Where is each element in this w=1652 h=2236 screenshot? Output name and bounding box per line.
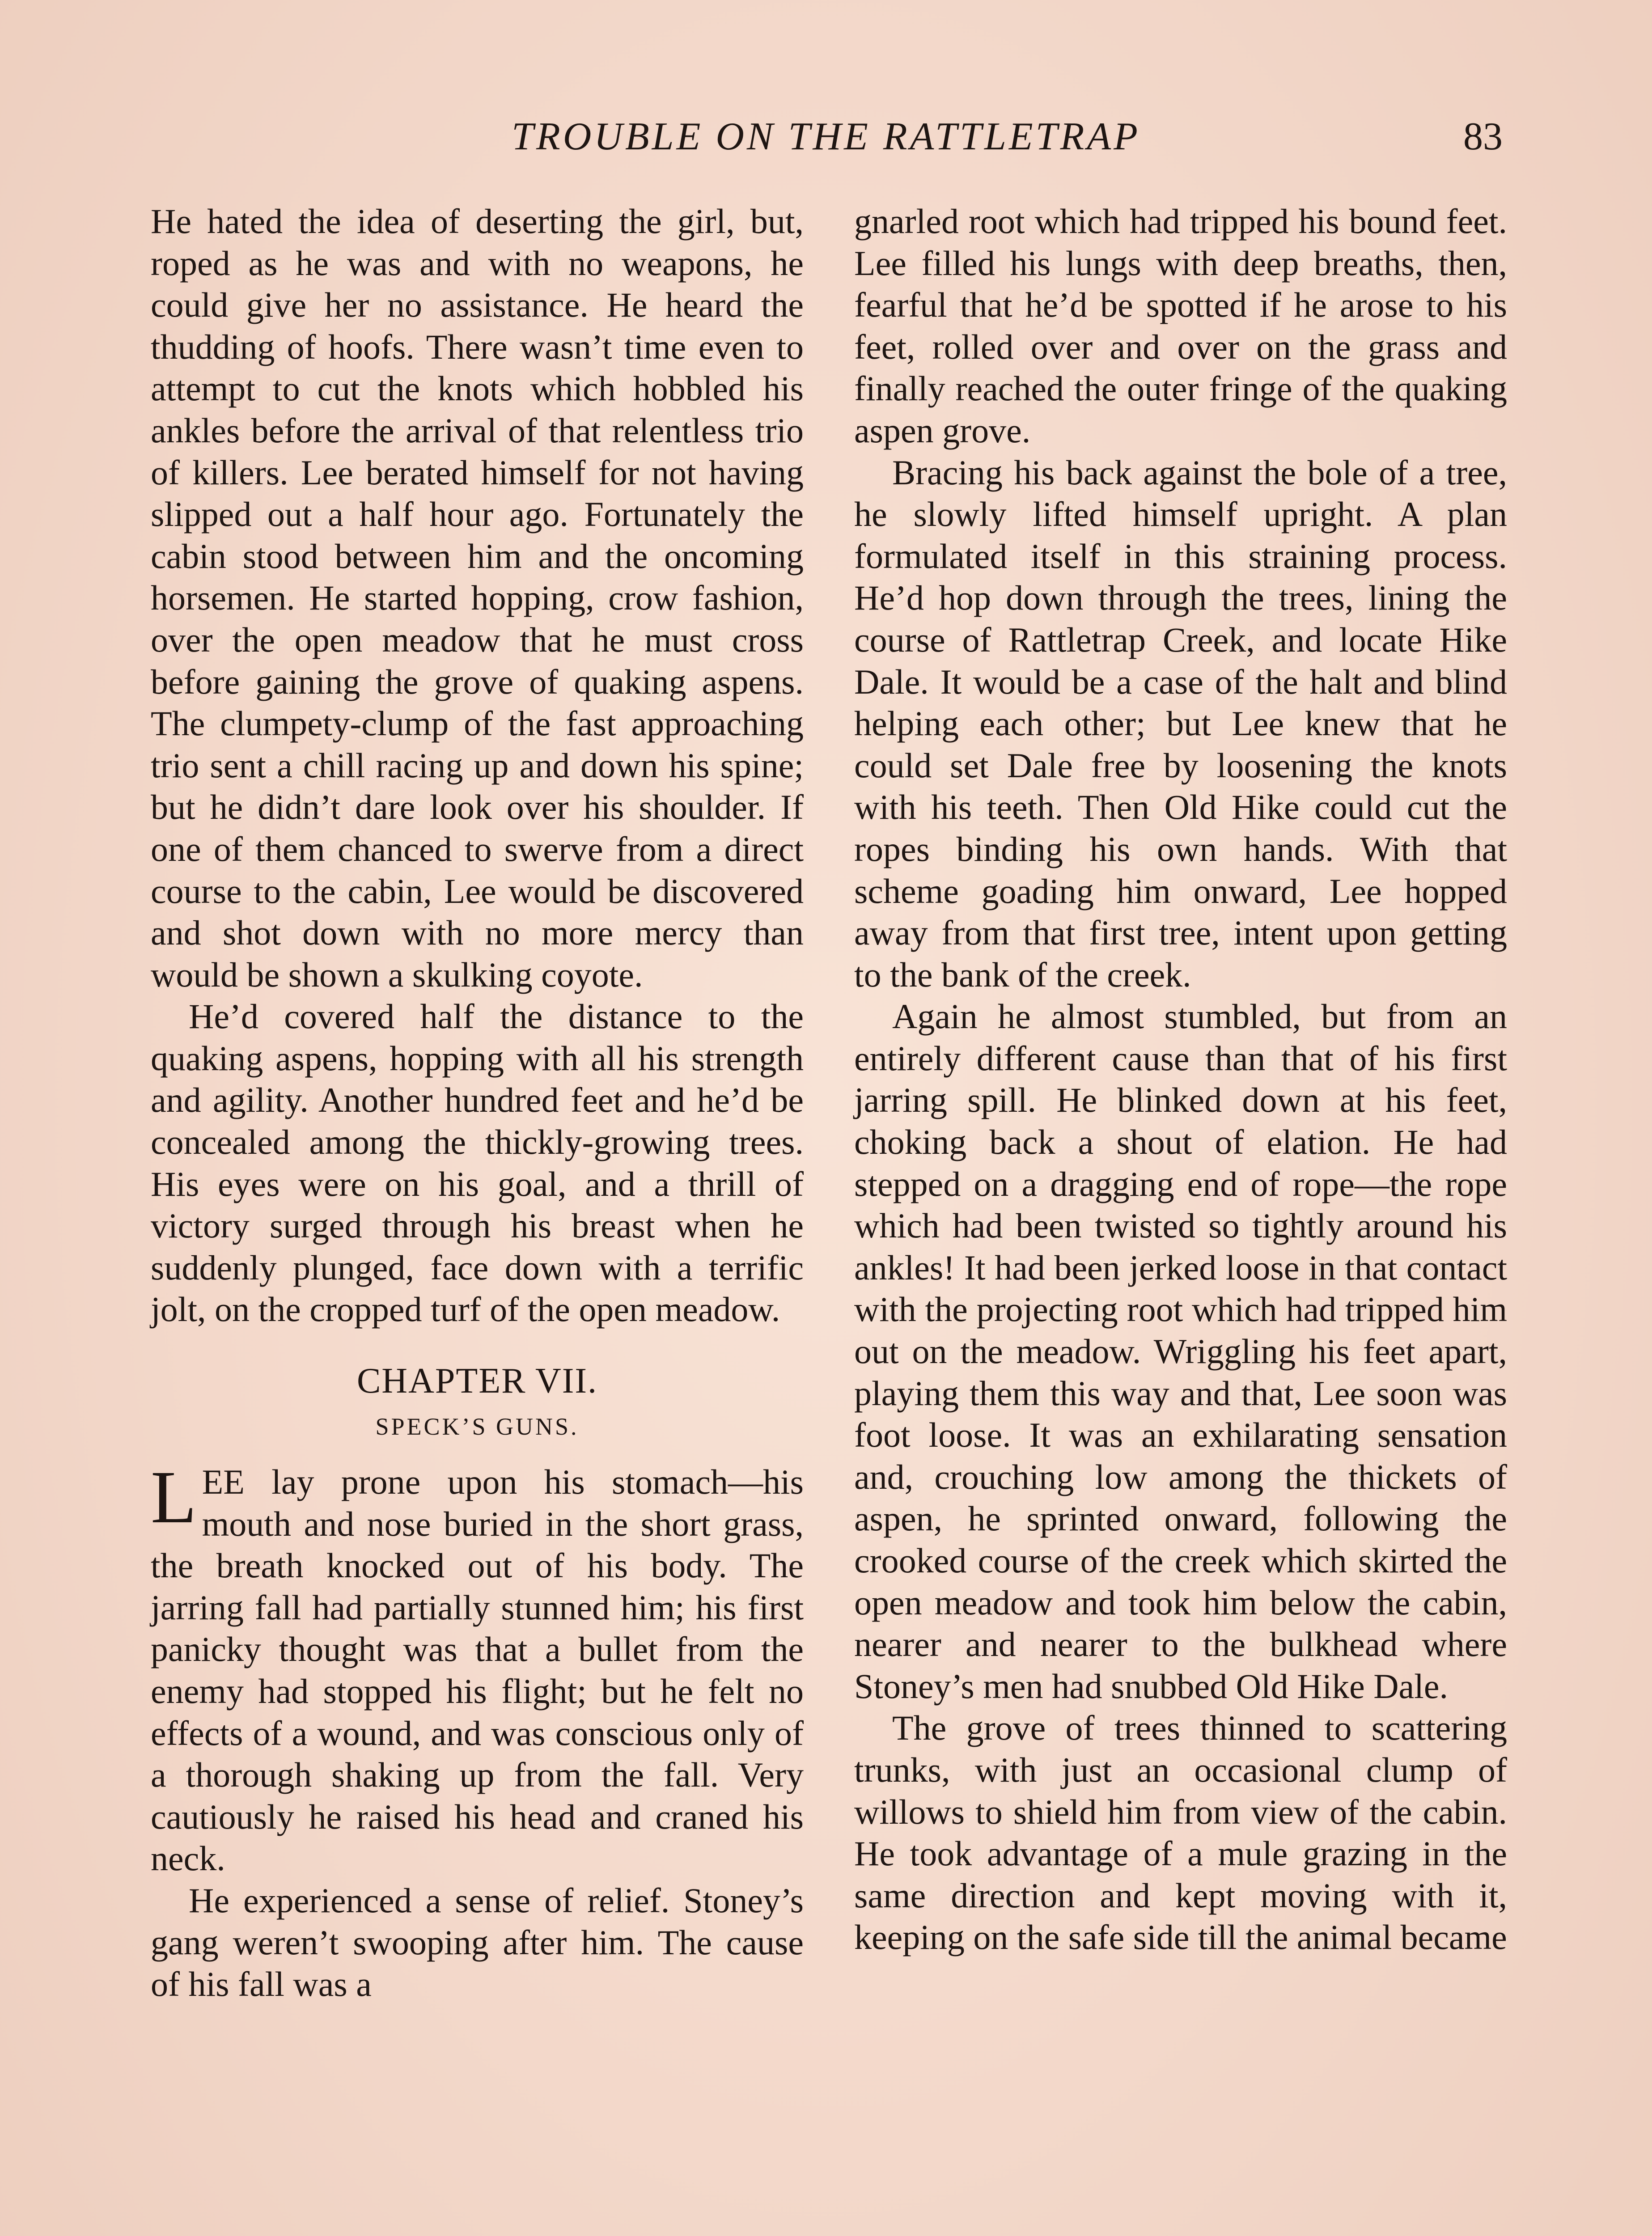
chapter-opening-text: EE lay prone upon his stomach—his mouth and nose buried in the short grass, the breath knocked out of his body. The jarring fall had partially stunned him; his first panicky thought was that a bullet from the enemy had stopped his flight; but he felt no effects of a wound, and was conscious only of a thorough shaking up from the fall. Very cautiously he raised his head and craned his neck. [151,1462,804,1878]
running-header-title: TROUBLE ON THE RATTLETRAP [512,115,1140,158]
left-text-column [151,200,804,2005]
chapter-heading: CHAPTER VII. [356,1361,598,1401]
page-number: 83 [1463,115,1503,158]
paragraph: The grove of trees thinned to scattering trunks, with just an occasional clump of willows to shield him from view of the cabin. He took advantage of a mule grazing in the same direction and kept moving with it, keeping on the safe side till the animal became [854,1708,1507,1957]
paragraph: He’d covered half the distance to the quaking aspens, hopping with all his strength and agility. Another hundred feet and he’d be concealed among the thickly-growing trees. His eyes were on his goal, and a thrill of victory surged through his breast when he suddenly plunged, face down with a terrific jolt, on the cropped turf of the open meadow. [151,997,804,1329]
paragraph: gnarled root which had tripped his bound feet. Lee filled his lungs with deep breaths, then, fearful that he’d be spotted if he arose to his feet, rolled over and over on the grass and finally reached the outer fringe of the quaking aspen grove. [854,202,1507,450]
paragraph: He hated the idea of deserting the girl, but, roped as he was and with no weapons, he could give her no assistance. He heard the thudding of hoofs. There wasn’t time even to attempt to cut the knots which hobbled his ankles before the arrival of that relentless trio of killers. Lee berated himself for not having slipped out a half hour ago. Fortunately the cabin stood between him and the oncoming horsemen. He started hopping, crow fashion, over the open meadow that he must cross before gaining the grove of quaking aspens. The clumpety-clump of the fast approaching trio sent a chill racing up and down his spine; but he didn’t dare look over his shoulder. If one of them chanced to swerve from a direct course to the cabin, Lee would be discovered and shot down with no more mercy than would be shown a skulking coyote. [151,202,804,994]
paragraph: Bracing his back against the bole of a tree, he slowly lifted himself upright. A plan formulated itself in this straining process. He’d hop down through the trees, lining the course of Rattletrap Creek, and locate Hike Dale. It would be a case of the halt and blind helping each other; but Lee knew that he could set Dale free by loosening the knots with his teeth. Then Old Hike could cut the ropes binding his own hands. With that scheme goading him onward, Lee hopped away from that first tree, intent upon getting to the bank of the creek. [854,453,1507,994]
paragraph: Again he almost stumbled, but from an entirely different cause than that of his first jarring spill. He blinked down at his feet, choking back a shout of elation. He had stepped on a dragging end of rope—the rope which had been twisted so tightly around his ankles! It had been jerked loose in that contact with the projecting root which had tripped him out on the meadow. Wriggling his feet apart, playing them this way and that, Lee soon was foot loose. It was an exhilarating sensation and, crouching low among the thickets of aspen, he sprinted onward, following the crooked course of the creek which skirted the open meadow and took him below the cabin, nearer and nearer to the bulkhead where Stoney’s men had snubbed Old Hike Dale. [854,997,1507,1706]
paragraph: He experienced a sense of relief. Stoney’s gang weren’t swooping after him. The cause of his fall was a [151,1880,804,2004]
chapter-subtitle: SPECK’S GUNS. [375,1413,579,1440]
chapter-opening-paragraph [151,1456,804,1880]
right-text-column [854,200,1507,1958]
drop-cap-letter: L [151,1456,197,1539]
